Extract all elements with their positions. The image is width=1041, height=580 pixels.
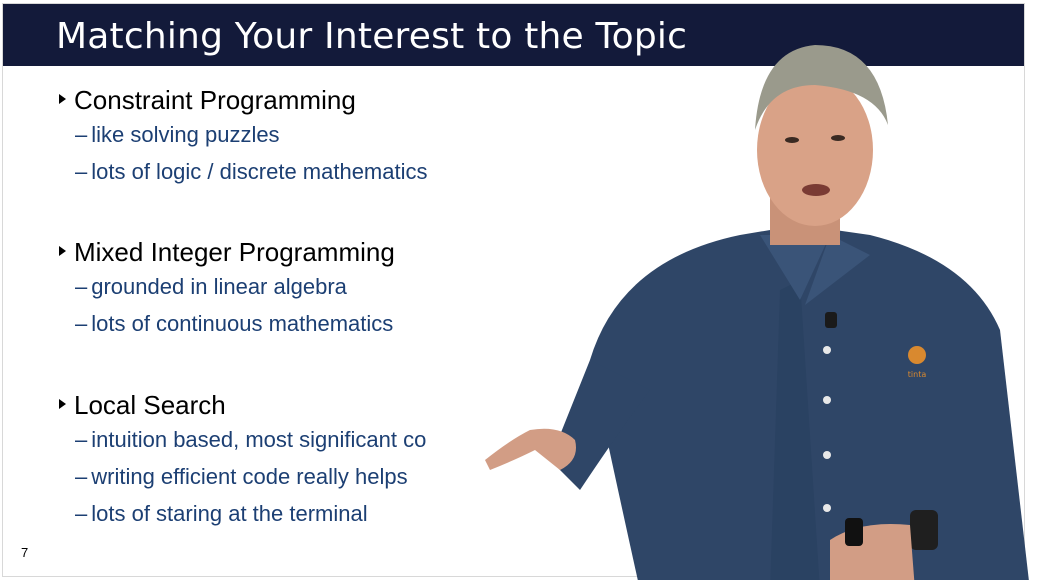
shirt-logo-text: tinta xyxy=(907,370,927,379)
list-item-text: lots of logic / discrete mathematics xyxy=(91,159,428,184)
list-item xyxy=(59,268,395,305)
heading-text: Local Search xyxy=(74,390,226,420)
dash-bullet: – xyxy=(75,122,88,147)
list-item xyxy=(59,421,426,458)
list-item-text: lots of staring at the terminal xyxy=(91,501,368,526)
slide-title: Matching Your Interest to the Topic xyxy=(56,16,688,57)
dash-bullet: – xyxy=(75,427,88,452)
list-item xyxy=(59,495,426,532)
dash-bullet: – xyxy=(75,464,88,489)
section-mixed-integer-programming xyxy=(59,236,395,342)
heading-text: Mixed Integer Programming xyxy=(74,237,395,267)
list-item xyxy=(59,458,426,495)
list-item-text: grounded in linear algebra xyxy=(91,274,347,299)
list-item-text: like solving puzzles xyxy=(91,122,280,147)
section-heading xyxy=(59,236,395,268)
section-local-search xyxy=(59,389,426,532)
section-heading xyxy=(59,389,426,421)
triangle-bullet-icon xyxy=(59,94,66,104)
list-item-text: writing efficient code really helps xyxy=(91,464,408,489)
heading-text: Constraint Programming xyxy=(74,85,356,115)
triangle-bullet-icon xyxy=(59,399,66,409)
list-item xyxy=(59,153,428,190)
dash-bullet: – xyxy=(75,501,88,526)
list-item xyxy=(59,116,428,153)
list-item-text: intuition based, most significant co xyxy=(91,427,427,452)
list-item-text: lots of continuous mathematics xyxy=(91,311,394,336)
dash-bullet: – xyxy=(75,159,88,184)
page-number: 7 xyxy=(21,545,29,560)
section-heading xyxy=(59,84,428,116)
section-constraint-programming xyxy=(59,84,428,190)
dash-bullet: – xyxy=(75,311,88,336)
presenter-figure xyxy=(470,30,1030,580)
triangle-bullet-icon xyxy=(59,246,66,256)
dash-bullet: – xyxy=(75,274,88,299)
list-item xyxy=(59,305,395,342)
